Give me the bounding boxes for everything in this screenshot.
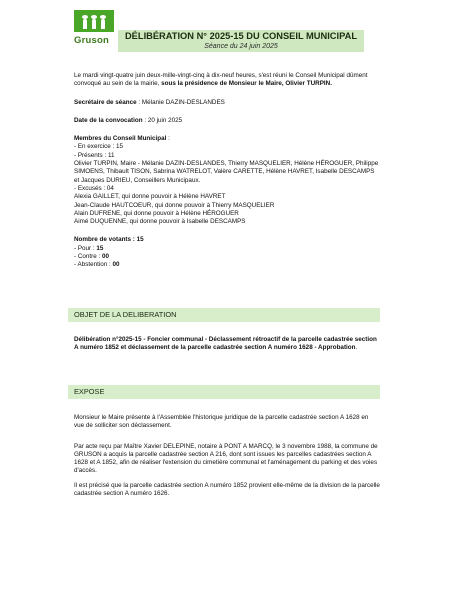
votes-against: - Contre : 00 <box>74 253 110 261</box>
object-text: Délibération n°2025-15 - Foncier communal - Déclassement rétroactif de la parcelle cadastrée section A numéro 1852 et déclassement de la parcelle cadastrée section A numéro 1628 - Approbation. <box>74 336 377 352</box>
votes-heading: Nombre de votants : 15 <box>74 236 144 244</box>
proxy-line: Alain DUFRENE, qui donne pouvoir à Hélène HÉROGUER <box>74 209 239 217</box>
expose-paragraph: Monsieur le Maire présente à l'Assemblée l'historique juridique de la parcelle cadastrée section A 1628 en vue de solliciter son déclassement. <box>74 414 369 430</box>
expose-paragraph: Il est précisé que la parcelle cadastrée section A numéro 1852 provient elle-même de la division de la parcelle cadastrée section A numéro 1626. <box>74 481 380 498</box>
logo-text: Gruson <box>74 35 109 46</box>
members-in-office: - En exercice : 15 <box>74 143 123 151</box>
proxy-line: Aimé DUQUENNE, qui donne pouvoir à Isabelle DESCAMPS <box>74 218 246 226</box>
section-expose-body <box>74 414 380 498</box>
members-present: - Présents : 11 <box>74 151 115 159</box>
convocation-line: Date de la convocation : 20 juin 2025 <box>74 116 183 124</box>
section-expose-title: EXPOSE <box>68 385 380 399</box>
logo-figure-icon <box>92 19 96 29</box>
members-present-list: Olivier TURPIN, Maire - Mélanie DAZIN-DESLANDES, Thierry MASQUELIER, Hélène HÉROGUER, Philippe SIMOENS, Thibault TISON, Sabrina WATRELOT, Valère CARETTE, Hélène HAVRET, Isabelle DESCAMPS et Jacques DURIEU, Conseillers Municipaux. <box>74 160 379 184</box>
intro-paragraph: Le mardi vingt-quatre juin deux-mille-vingt-cinq à dix-neuf heures, s'est réuni le Conseil Municipal dûment convoqué au sein de la mairie, sous la présidence de Monsieur le Maire, Olivier TURPIN. <box>74 72 368 88</box>
members-excused: - Excusés : 04 <box>74 184 114 192</box>
session-date: Séance du 24 juin 2025 <box>204 43 278 50</box>
proxy-line: Alexia GAILLET, qui donne pouvoir à Hélène HAVRET <box>74 193 226 201</box>
logo-figure-icon <box>83 19 87 29</box>
votes-for: - Pour : 15 <box>74 244 104 252</box>
members-heading: Membres du Conseil Municipal : <box>74 135 170 143</box>
proxy-line: Jean-Claude HAUTCOEUR, qui donne pouvoir à Thierry MASQUELIER <box>74 201 275 209</box>
logo-emblem <box>74 10 114 32</box>
expose-paragraph: Par acte reçu par Maître Xavier DELEPINE, notaire à PONT A MARCQ, le 3 novembre 1988, la commune de GRUSON a acquis la parcelle cadastrée section A 216, dont sont issues les parcelles cadastrées section A 1628 et A 1852, afin de réaliser l'extension du cimetière communal et l'aménagement du parking et des voies d'accès. <box>74 442 378 475</box>
section-object-body <box>74 336 380 353</box>
votes-abstention: - Abstention : 00 <box>74 261 120 269</box>
gruson-logo <box>74 10 114 46</box>
secretary-line: Secrétaire de séance : Mélanie DAZIN-DESLANDES <box>74 98 225 106</box>
document-title: DÉLIBÉRATION N° 2025-15 DU CONSEIL MUNICIPAL <box>124 31 358 41</box>
section-object-title: OBJET DE LA DELIBERATION <box>68 308 380 322</box>
logo-figure-icon <box>101 19 105 29</box>
document-body <box>74 72 380 270</box>
